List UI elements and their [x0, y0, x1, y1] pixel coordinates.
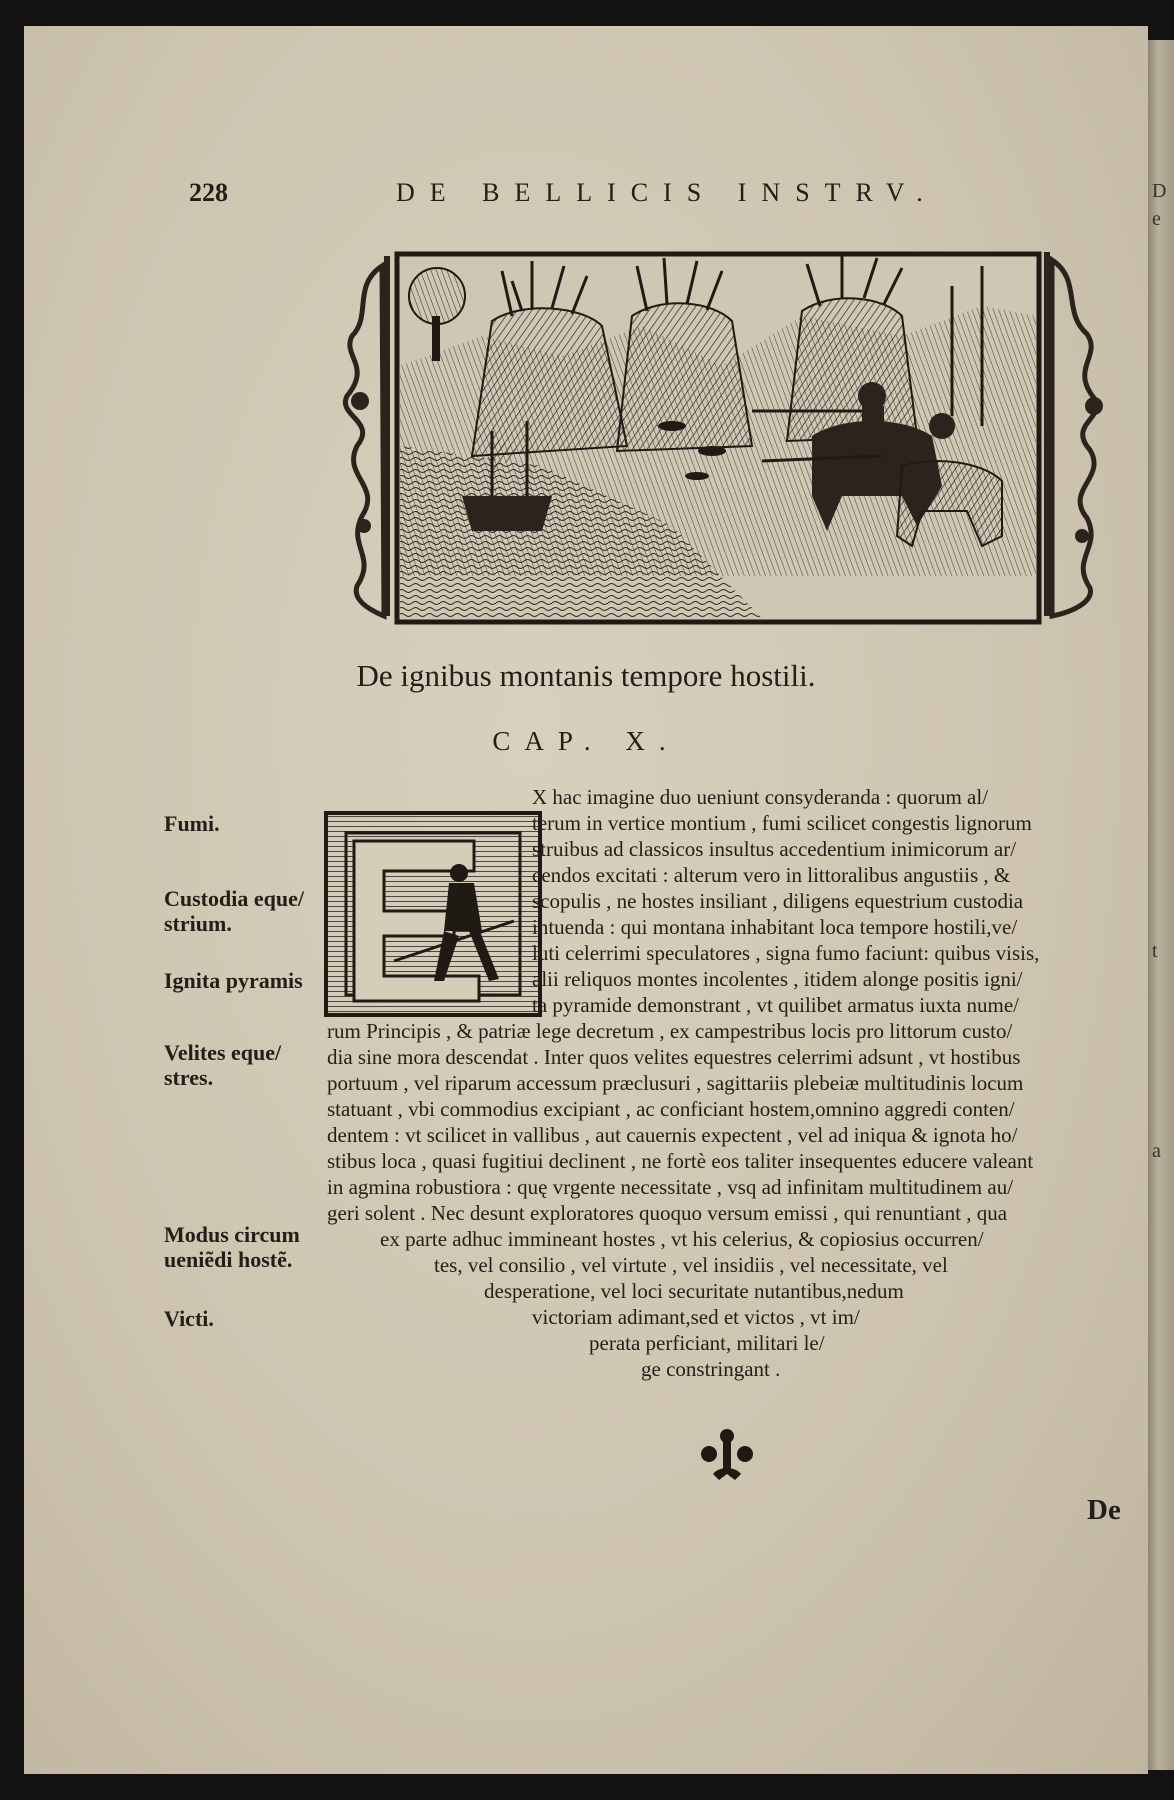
next-page-edge — [1148, 40, 1174, 1770]
edge-letter: t — [1152, 940, 1158, 962]
left-ornament — [345, 256, 390, 616]
body-line: luti celerrimi speculatores , signa fumo faciunt: quibus visis, — [532, 941, 1040, 965]
body-line: ex parte adhuc immineant hostes , vt his celerius, & copiosius occurren/ — [380, 1227, 984, 1251]
body-line: victoriam adimant,sed et victos , vt im/ — [532, 1305, 860, 1329]
body-line: rum Principis , & patriæ lege decretum , ex campestribus locis pro littorum custo/ — [327, 1019, 1013, 1043]
body-line: scopulis , ne hostes insiliant , diligens equestrium custodia — [532, 889, 1024, 913]
body-line: stibus loca , quasi fugitiui declinent , ne fortè eos taliter insequentes educere valeant — [327, 1149, 1034, 1173]
body-line: tes, vel consilio , vel virtute , vel insidiis , vel necessitate, vel — [434, 1253, 948, 1277]
body-line: ta pyramide demonstrant , vt quilibet armatus iuxta nume/ — [532, 993, 1019, 1017]
marginal-note: Velites eque/ stres. — [164, 1040, 282, 1090]
decorated-initial-e — [324, 811, 542, 1017]
edge-letter: a — [1152, 1140, 1161, 1162]
body-line: desperatione, vel loci securitate nutantibus,nedum — [484, 1279, 904, 1303]
figure-caption: De ignibus montanis tempore hostili. — [356, 658, 816, 693]
body-line: dentem : vt scilicet in vallibus , aut cauernis expectent , vel ad iniqua & ignota ho/ — [327, 1123, 1018, 1147]
body-line: alii reliquos montes incolentes , itidem alonge positis igni/ — [532, 967, 1023, 991]
body-line: terum in vertice montium , fumi scilicet congestis lignorum — [532, 811, 1032, 835]
body-line: geri solent . Nec desunt exploratores quoquo versum emissi , qui renuntiant , qua — [327, 1201, 1008, 1225]
page-number: 228 — [189, 178, 228, 207]
body-line: struibus ad classicos insultus accedentium inimicorum ar/ — [532, 837, 1017, 861]
edge-letter: e — [1152, 208, 1161, 230]
right-ornament — [1044, 252, 1103, 616]
body-line: in agmina robustiora : quę vrgente necessitate , vsq ad infinitam multitudinem au/ — [327, 1175, 1014, 1199]
chapter-heading: CAP. X. — [492, 726, 680, 756]
marginal-note: Victi. — [164, 1306, 214, 1331]
body-line: portuum , vel riparum accessum præclusuri , sagittariis plebeiæ multitudinis locum — [327, 1071, 1024, 1095]
page-header — [24, 178, 1148, 218]
body-line: X hac imagine duo ueniunt consyderanda : quorum al/ — [532, 785, 989, 809]
body-line: intuenda : qui montana inhabitant loca tempore hostili,ve/ — [532, 915, 1018, 939]
marginal-note: Ignita pyramis — [164, 968, 303, 993]
fleuron-ornament — [699, 1428, 755, 1482]
marginal-note: Custodia eque/ strium. — [164, 886, 304, 936]
body-line: statuant , vbi commodius excipiant , ac conficiant hostem,omnino aggredi conten/ — [327, 1097, 1015, 1121]
running-head: DE BELLICIS INSTRV. — [396, 178, 938, 207]
body-line: ge constringant . — [641, 1357, 781, 1381]
edge-letter: D — [1152, 180, 1167, 202]
catchword: De — [1087, 1494, 1121, 1526]
body-line: perata perficiant, militari le/ — [589, 1331, 825, 1355]
marginal-note: Modus circum ueniẽdi hostẽ. — [164, 1222, 300, 1272]
book-page — [24, 26, 1148, 1774]
body-line: dia sine mora descendat . Inter quos velites equestres celerrimi adsunt , vt hostibus — [327, 1045, 1021, 1069]
woodcut-illustration — [342, 246, 1124, 631]
marginal-note: Fumi. — [164, 811, 220, 836]
body-line: cendos excitati : alterum vero in littoralibus angustiis , & — [532, 863, 1011, 887]
